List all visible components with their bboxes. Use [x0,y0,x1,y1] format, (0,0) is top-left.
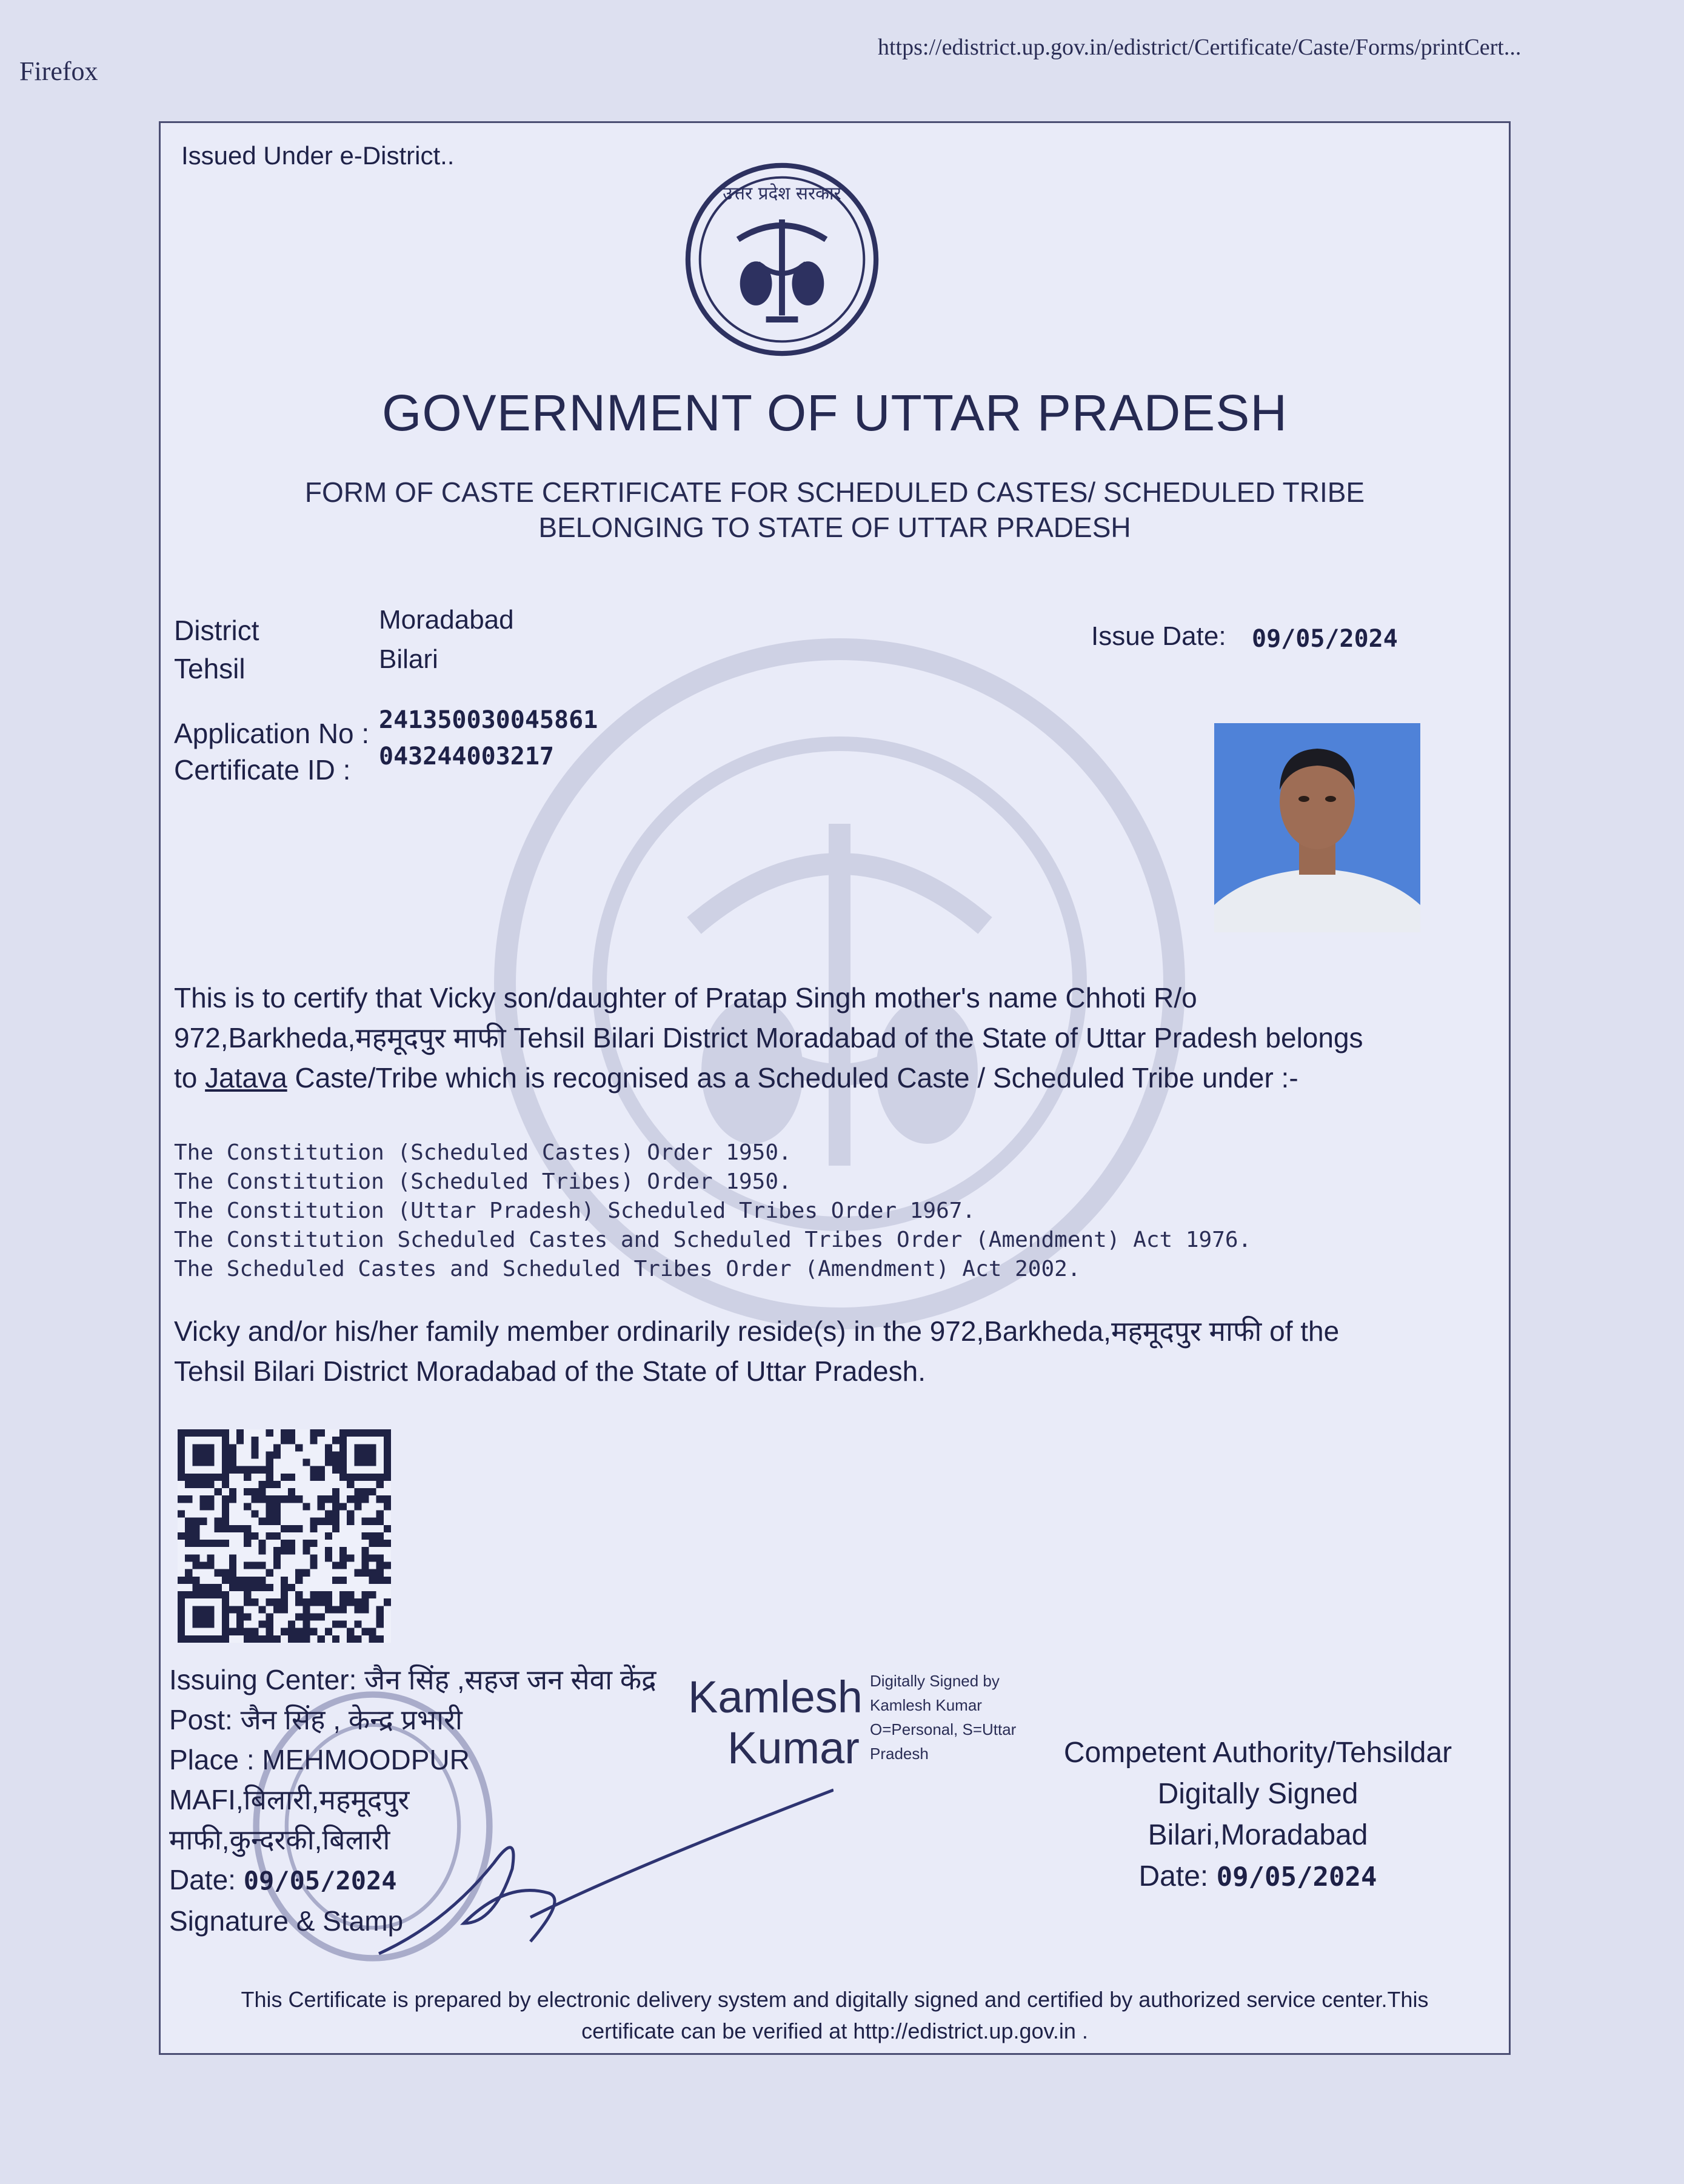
district-label: District [174,615,259,646]
authority-place: Bilari,Moradabad [1148,1819,1368,1851]
certificate-sheet [159,121,1511,2055]
digital-signature-note [870,1669,1016,1766]
certificate-id-value: 043244003217 [379,743,554,770]
authority-date-value: 09/05/2024 [1216,1862,1377,1892]
certify-line3-prefix: to [174,1062,205,1094]
authority-date-label: Date: [1138,1860,1217,1892]
authority-block [1009,1732,1506,1898]
form-title-line1: FORM OF CASTE CERTIFICATE FOR SCHEDULED CASTES/ SCHEDULED TRIBE [304,476,1365,508]
government-title: GOVERNMENT OF UTTAR PRADESH [381,384,1288,441]
svg-text:उत्तर प्रदेश सरकार: उत्तर प्रदेश सरकार [723,183,841,204]
signature-note-line: Pradesh [870,1745,929,1763]
issuing-place-line3: माफी,कुन्दरकी,बिलारी [169,1824,390,1855]
issuing-center: Issuing Center: जैन सिंह ,सहज जन सेवा केंद्र [169,1664,657,1695]
form-title [161,475,1509,545]
signer-name-line2: Kumar [727,1723,860,1773]
signature-stamp-label: Signature & Stamp [169,1905,404,1937]
handwritten-signature [373,1772,834,1990]
order-item: The Constitution (Uttar Pradesh) Scheduled Tribes Order 1967. [174,1198,976,1223]
caste-name: Jatava [205,1062,287,1094]
tehsil-label: Tehsil [174,653,246,684]
order-item: The Constitution (Scheduled Tribes) Order 1950. [174,1169,792,1194]
residence-line1: Vicky and/or his/her family member ordinarily reside(s) in the 972,Barkheda,महमूदपुर माफी of the [174,1315,1340,1347]
residence-paragraph [174,1311,1483,1391]
issuing-place-line2: MAFI,बिलारी,महमूदपुर [169,1784,410,1815]
digital-signer-name [688,1672,863,1774]
form-title-line2: BELONGING TO STATE OF UTTAR PRADESH [538,512,1131,543]
authority-date [1009,1856,1506,1898]
up-emblem-icon [679,159,885,359]
certify-paragraph [174,978,1483,1098]
issue-date-label: Issue Date: [1091,621,1226,651]
order-item: The Constitution (Scheduled Castes) Order 1950. [174,1140,792,1165]
authority-signed: Digitally Signed [1157,1778,1358,1810]
applicant-photo [1214,723,1420,932]
browser-label: Firefox [19,56,98,86]
url-label: https://edistrict.up.gov.in/edistrict/Certificate/Caste/Forms/printCert... [878,35,1522,60]
qr-code [178,1426,391,1646]
issue-date-value: 09/05/2024 [1252,625,1398,653]
application-no-label: Application No : [174,718,370,749]
footer-line2: certificate can be verified at http://edistrict.up.gov.in . [581,2019,1088,2043]
tehsil-value: Bilari [379,644,438,674]
certificate-id-label: Certificate ID : [174,754,351,786]
certify-line2: 972,Barkheda,महमूदपुर माफी Tehsil Bilari District Moradabad of the State of Uttar Pradesh belongs [174,1022,1363,1054]
issuing-post: Post: जैन सिंह , केन्द्र प्रभारी [169,1704,463,1735]
order-item: The Scheduled Castes and Scheduled Tribes Order (Amendment) Act 2002. [174,1257,1081,1281]
certify-line1: This is to certify that Vicky son/daughter of Pratap Singh mother's name Chhoti R/o [174,982,1197,1014]
footer-line1: This Certificate is prepared by electronic delivery system and digitally signed and certified by authorized service center.This [241,1987,1429,2012]
order-item: The Constitution Scheduled Castes and Scheduled Tribes Order (Amendment) Act 1976. [174,1227,1252,1252]
issuing-place-line1: Place : MEHMOODPUR [169,1744,470,1775]
footer-note [161,1984,1509,2047]
issuing-date-value: 09/05/2024 [243,1866,397,1895]
issuing-date-label: Date: [169,1864,244,1895]
certify-line3-suffix: Caste/Tribe which is recognised as a Scheduled Caste / Scheduled Tribe under :- [287,1062,1298,1094]
signature-note-line: Kamlesh Kumar [870,1696,982,1714]
certify-line3 [174,1058,1483,1098]
district-value: Moradabad [379,605,514,635]
signature-note-line: O=Personal, S=Uttar [870,1720,1017,1738]
signature-note-line: Digitally Signed by [870,1672,1000,1690]
signer-name-line1: Kamlesh [688,1672,863,1722]
application-no-value: 241350030045861 [379,706,598,734]
issued-under-label: Issued Under e-District.. [181,141,455,170]
authority-title: Competent Authority/Tehsildar [1063,1737,1452,1769]
residence-line2: Tehsil Bilari District Moradabad of the State of Uttar Pradesh. [174,1355,926,1387]
orders-list [174,1138,1251,1284]
